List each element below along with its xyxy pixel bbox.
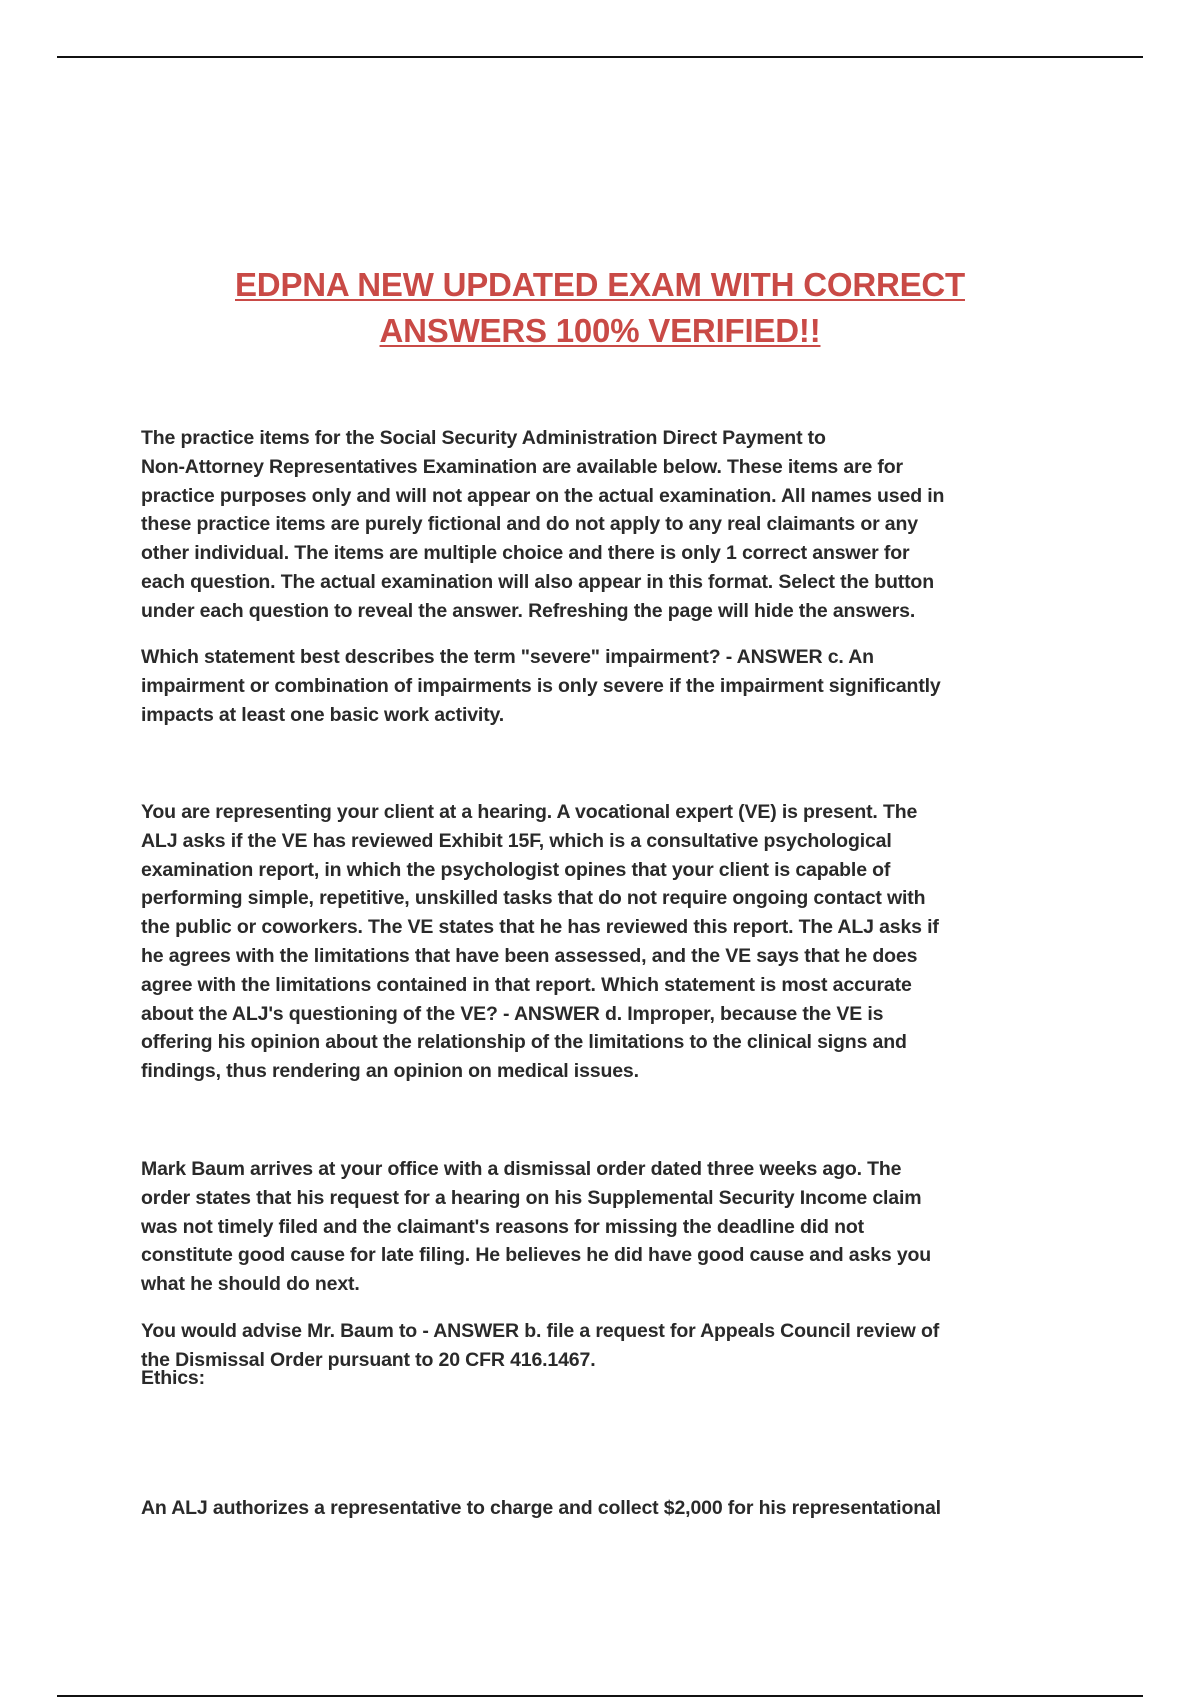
question-vocational-expert: You are representing your client at a hearing. A vocational expert (VE) is present. The ALJ asks if the VE has reviewed Exhibit 15F, which is a consultative psychological examination report, in which the psychologist opines that your client is capable of performing simple, repetitive, unskilled tasks that do not require ongoing contact with the public or coworkers. The VE states that he has reviewed this report. The ALJ asks if he agrees with the limitations that have been assessed, and the VE says that he does agree with the limitations contained in that report. Which statement is most accurate about the ALJ's questioning of the VE? - ANSWER d. Improper, because the VE is offering his opinion about the relationship of the limitations to the clinical signs and findings, thus rendering an opinion on medical issues.: [141, 801, 939, 1083]
document-title: [150, 262, 1050, 354]
intro-paragraph: The practice items for the Social Security Administration Direct Payment to Non-Attorney Representatives Examination are available below. These items are for practice purposes only and will not appear on the actual examination. All names used in these practice items are purely fictional and do not apply to any real claimants or any other individual. The items are multiple choice and there is only 1 correct answer for each question. The actual examination will also appear in this format. Select the button under each question to reveal the answer. Refreshing the page will hide the answers.: [141, 427, 945, 622]
title-line-2: ANSWERS 100% VERIFIED!!: [379, 312, 821, 349]
answer-dismissal-order: You would advise Mr. Baum to - ANSWER b. file a request for Appeals Council review of the Dismissal Order pursuant to 20 CFR 416.1467.: [141, 1320, 940, 1371]
question-dismissal-order: Mark Baum arrives at your office with a dismissal order dated three weeks ago. The order states that his request for a hearing on his Supplemental Security Income claim was not timely filed and the claimant's reasons for missing the deadline did not constitute good cause for late filing. He believes he did have good cause and asks you what he should do next.: [141, 1158, 932, 1296]
bottom-rule: [57, 1695, 1143, 1697]
title-line-1: EDPNA NEW UPDATED EXAM WITH CORRECT: [235, 266, 965, 303]
section-heading-ethics: Ethics:: [141, 1367, 205, 1389]
question-fee-authorization: An ALJ authorizes a representative to charge and collect $2,000 for his representational: [141, 1497, 941, 1519]
top-rule: [57, 56, 1143, 58]
question-severe-impairment: Which statement best describes the term "severe" impairment? - ANSWER c. An impairment or combination of impairments is only severe if the impairment significantly impacts at least one basic work activity.: [141, 646, 941, 726]
